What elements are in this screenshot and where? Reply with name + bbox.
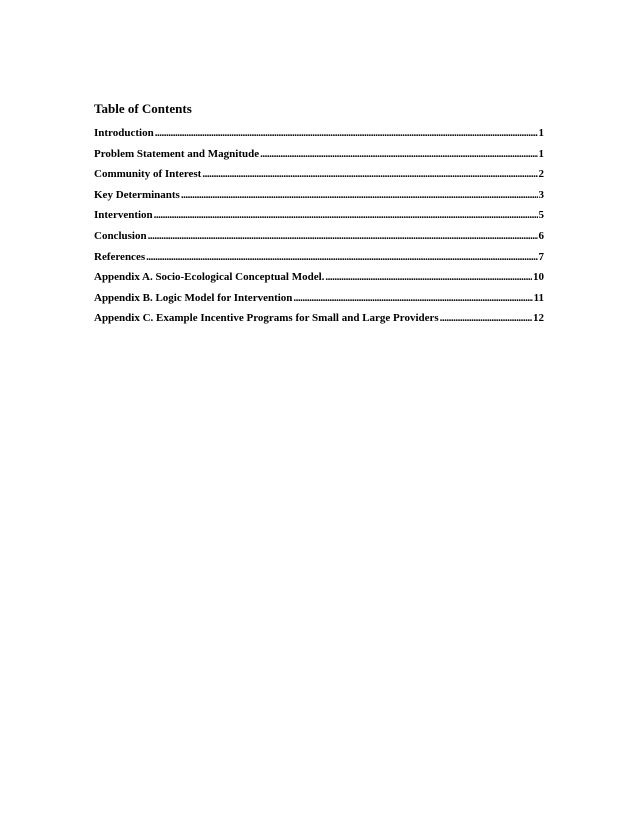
- toc-heading: Table of Contents: [94, 101, 192, 116]
- toc-entry-title: Key Determinants: [94, 188, 180, 201]
- toc-entry-appendix-b[interactable]: [94, 291, 544, 312]
- toc-dot-leader: [325, 270, 532, 284]
- toc-entry-page: 1: [538, 147, 544, 160]
- toc-dot-leader: [202, 167, 537, 181]
- toc-entry-references[interactable]: [94, 250, 544, 271]
- toc-entry-page: 11: [533, 291, 544, 304]
- toc-dot-leader: [260, 147, 537, 161]
- toc-entry-title: Appendix A. Socio-Ecological Conceptual Model.: [94, 271, 325, 284]
- toc-entry-title: Problem Statement and Magnitude: [94, 147, 260, 160]
- toc-dot-leader: [155, 126, 538, 140]
- toc-dot-leader: [440, 311, 532, 325]
- toc-entry-problem-statement[interactable]: [94, 147, 544, 168]
- toc-entry-page: 1: [538, 127, 544, 139]
- toc-entry-intervention[interactable]: [94, 208, 544, 229]
- toc-dot-leader: [181, 188, 538, 202]
- toc-entry-appendix-a[interactable]: [94, 270, 544, 291]
- toc-entry-title: Appendix C. Example Incentive Programs for Small and Large Providers: [94, 312, 439, 325]
- toc-entry-appendix-c[interactable]: [94, 311, 544, 332]
- toc-entry-page: 5: [538, 209, 544, 222]
- toc-dot-leader: [293, 291, 532, 305]
- toc-entry-title: Intervention: [94, 209, 153, 222]
- toc-entry-page: 7: [538, 250, 544, 263]
- toc-list: [94, 126, 544, 332]
- toc-entry-community-of-interest[interactable]: [94, 167, 544, 188]
- toc-dot-leader: [146, 250, 537, 264]
- toc-entry-page: 6: [538, 229, 544, 242]
- toc-entry-introduction[interactable]: [94, 126, 544, 147]
- toc-entry-page: 2: [538, 168, 544, 181]
- toc-entry-title: Community of Interest: [94, 168, 202, 181]
- toc-entry-page: 10: [533, 271, 544, 284]
- toc-entry-conclusion[interactable]: [94, 229, 544, 250]
- toc-entry-title: Conclusion: [94, 229, 147, 242]
- table-of-contents: [94, 101, 544, 332]
- toc-entry-page: 12: [533, 312, 544, 325]
- toc-entry-title: References: [94, 250, 146, 263]
- toc-dot-leader: [154, 208, 538, 222]
- toc-dot-leader: [148, 229, 538, 243]
- toc-entry-title: Appendix B. Logic Model for Intervention: [94, 291, 293, 304]
- toc-entry-key-determinants[interactable]: [94, 188, 544, 209]
- toc-entry-title: Introduction: [94, 127, 154, 139]
- toc-entry-page: 3: [538, 188, 544, 201]
